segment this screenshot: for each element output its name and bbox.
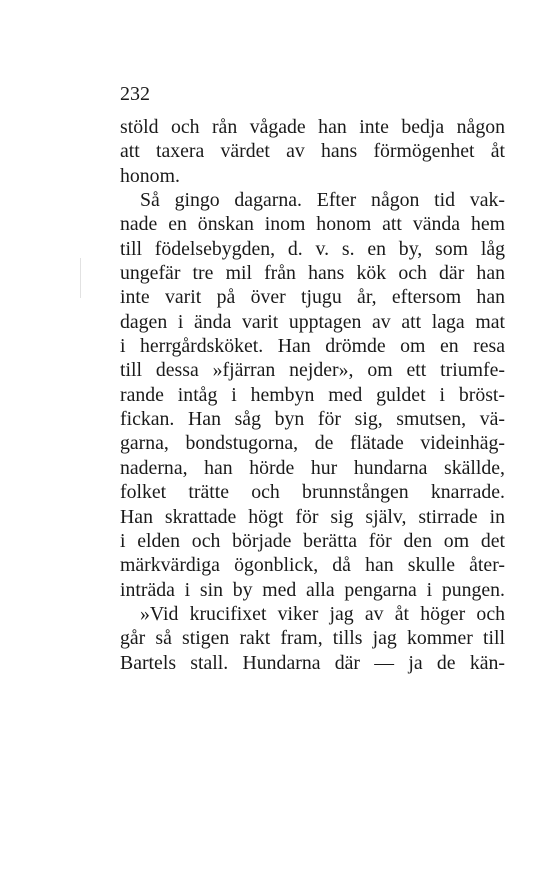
text-line: naderna, han hörde hur hundarna skällde,	[120, 456, 505, 479]
text-line: i elden och började berätta för den om det	[120, 529, 505, 552]
text-line: fickan. Han såg byn för sig, smutsen, vä-	[120, 408, 505, 431]
text-line: honom.	[120, 164, 180, 187]
text-line: till dessa »fjärran nejder», om ett triumfe-	[120, 359, 505, 382]
body-text	[120, 115, 505, 675]
text-line: Så gingo dagarna. Efter någon tid vak-	[140, 189, 505, 212]
text-line: folket trätte och brunnstången knarrade.	[120, 481, 505, 504]
text-line: stöld och rån vågade han inte bedja någon	[120, 116, 505, 138]
text-line: går så stigen rakt fram, tills jag kommer till	[120, 627, 505, 650]
text-line: inträda i sin by med alla pengarna i pungen.	[120, 578, 505, 601]
page-number: 232	[120, 83, 150, 105]
text-line: att taxera värdet av hans förmögenhet åt	[120, 140, 505, 163]
text-line: till födelsebygden, d. v. s. en by, som låg	[120, 237, 505, 260]
text-line: garna, bondstugorna, de flätade videinhäg-	[120, 432, 505, 455]
text-line: ungefär tre mil från hans kök och där han	[120, 262, 505, 285]
text-line: i herrgårdsköket. Han drömde om en resa	[120, 335, 505, 358]
text-line: märkvärdiga ögonblick, då han skulle åter-	[120, 554, 505, 577]
text-line: nade en önskan inom honom att vända hem	[120, 213, 505, 236]
text-line: rande intåg i hembyn med guldet i bröst-	[120, 383, 505, 406]
text-line: Bartels stall. Hundarna där — ja de kän-	[120, 651, 505, 674]
text-line: inte varit på över tjugu år, eftersom han	[120, 286, 505, 309]
margin-mark	[80, 258, 81, 298]
text-line: »Vid krucifixet viker jag av åt höger och	[140, 602, 505, 625]
text-line: dagen i ända varit upptagen av att laga mat	[120, 310, 505, 333]
text-line: Han skrattade högt för sig själv, stirrade in	[120, 505, 505, 528]
